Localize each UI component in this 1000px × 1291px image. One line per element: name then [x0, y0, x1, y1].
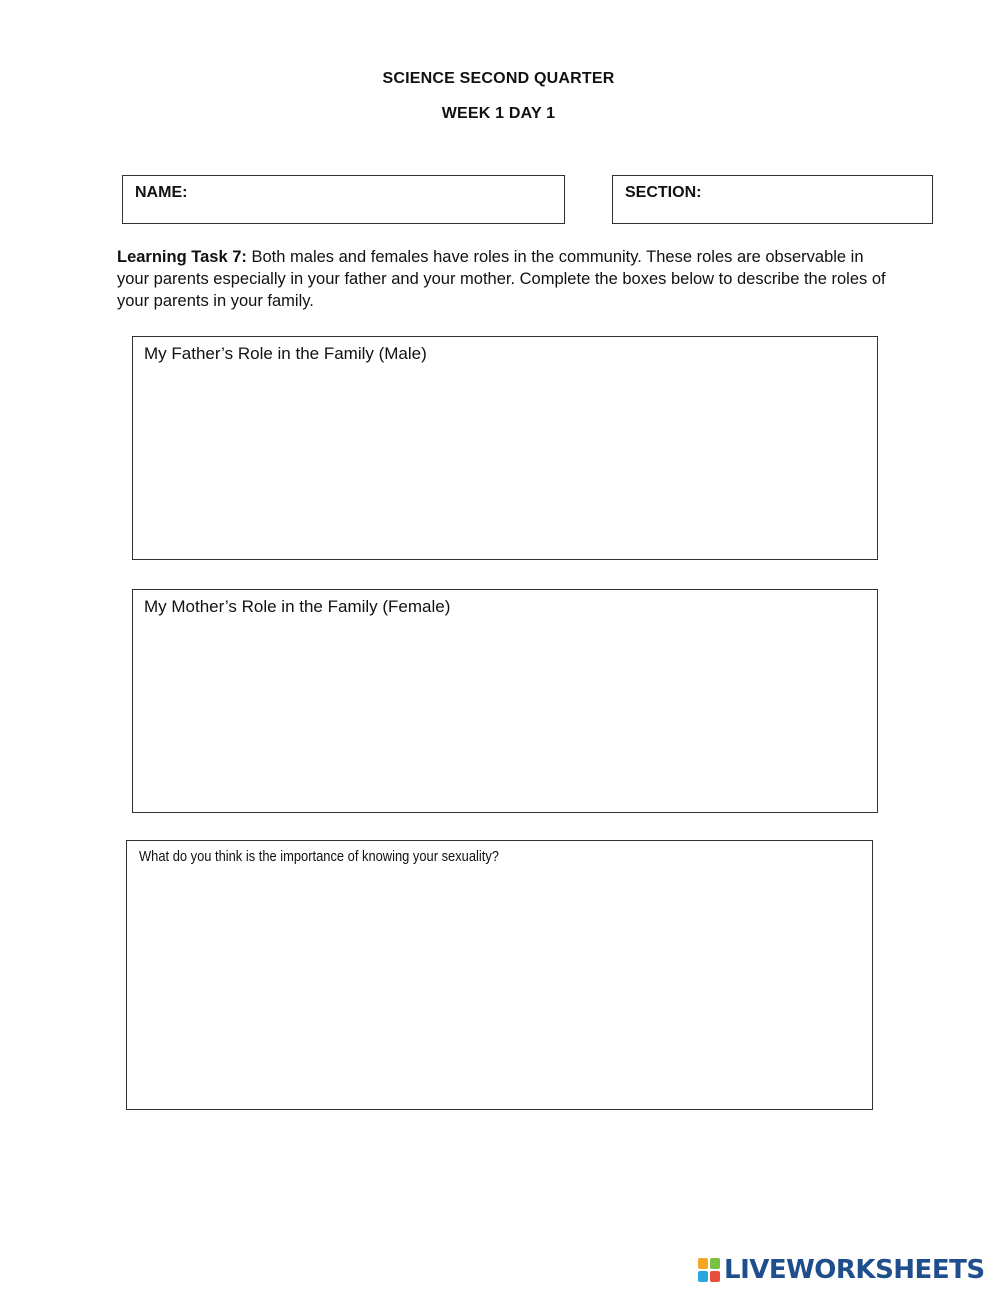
logo-square-3 [698, 1271, 708, 1282]
liveworksheets-logo-text: LIVEWORKSHEETS [724, 1255, 985, 1285]
task-heading: Learning Task 7: [117, 248, 247, 266]
liveworksheets-logo-icon [698, 1258, 720, 1282]
task-body: Both males and females have roles in the community. These roles are observable in your parents especially in your father and your mother. Complete the boxes below to describe the roles of your parents in your family. [117, 248, 886, 310]
logo-square-1 [698, 1258, 708, 1269]
logo-square-4 [710, 1271, 720, 1282]
section-field[interactable] [612, 175, 933, 224]
father-role-answer-box[interactable] [132, 336, 878, 560]
mother-role-answer-box[interactable] [132, 589, 878, 813]
logo-square-2 [710, 1258, 720, 1269]
liveworksheets-logo [698, 1255, 985, 1285]
father-role-prompt: My Father’s Role in the Family (Male) [144, 344, 427, 363]
task-instructions [117, 246, 897, 312]
sexuality-importance-answer-box[interactable] [126, 840, 873, 1110]
worksheet-title: SCIENCE SECOND QUARTER [382, 70, 615, 87]
name-label: NAME: [135, 184, 188, 201]
worksheet-subtitle: WEEK 1 DAY 1 [441, 105, 556, 122]
sexuality-importance-prompt: What do you think is the importance of knowing your sexuality? [139, 848, 499, 865]
name-field[interactable] [122, 175, 565, 224]
mother-role-prompt: My Mother’s Role in the Family (Female) [144, 597, 451, 616]
section-label: SECTION: [625, 184, 702, 201]
